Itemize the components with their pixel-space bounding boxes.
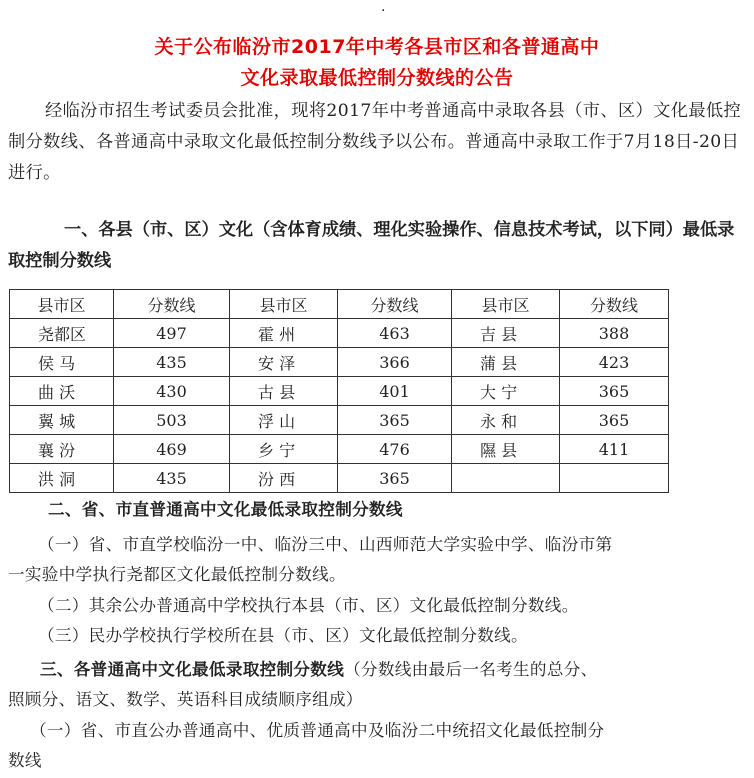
- score-cell: 365: [338, 464, 452, 493]
- county-cell: 浮 山: [230, 406, 338, 435]
- header-county: 县市区: [10, 290, 114, 319]
- section-3-item-1b: 数线: [8, 751, 42, 770]
- county-cell: [452, 464, 560, 493]
- table-row: [10, 406, 669, 435]
- score-cell: 401: [338, 377, 452, 406]
- table-row: [10, 435, 669, 464]
- county-cell: 蒲 县: [452, 348, 560, 377]
- section-1-heading: 一、各县（市、区）文化（含体育成绩、理化实验操作、信息技术考试，以下同）最低录取控制分数线: [8, 220, 735, 271]
- score-cell: 497: [114, 319, 230, 348]
- score-cell: 423: [560, 348, 669, 377]
- header-county: 县市区: [452, 290, 560, 319]
- table-row: [10, 377, 669, 406]
- header-score: 分数线: [114, 290, 230, 319]
- section-3-note-a: （分数线由最后一名考生的总分、: [344, 660, 598, 679]
- section-3-heading: 三、各普通高中文化最低录取控制分数线: [40, 660, 345, 679]
- score-cell: 366: [338, 348, 452, 377]
- score-table: [9, 289, 669, 493]
- intro-paragraph: 经临汾市招生考试委员会批准，现将2017年中考普通高中录取各县（市、区）文化最低控制分数线、各普通高中录取文化最低控制分数线予以公布。普通高中录取工作于7月18日-20日进行。: [8, 101, 742, 183]
- section-2-heading: 二、省、市直普通高中文化最低录取控制分数线: [48, 500, 403, 519]
- header-county: 县市区: [230, 290, 338, 319]
- table-row: [10, 319, 669, 348]
- score-cell: 476: [338, 435, 452, 464]
- header-score: 分数线: [560, 290, 669, 319]
- section-3-item-1a: （一）省、市直公办普通高中、优质普通高中及临汾二中统招文化最低控制分: [30, 721, 605, 740]
- county-cell: 隰 县: [452, 435, 560, 464]
- score-cell: 365: [338, 406, 452, 435]
- score-cell: 365: [560, 377, 669, 406]
- county-cell: 汾 西: [230, 464, 338, 493]
- section-2-item-1b: 一实验中学执行尧都区文化最低控制分数线。: [8, 565, 346, 584]
- county-cell: 翼 城: [10, 406, 114, 435]
- notice-title-line-1: 关于公布临汾市2017年中考各县市区和各普通高中: [154, 36, 600, 58]
- section-2-item-3: （三）民办学校执行学校所在县（市、区）文化最低控制分数线。: [38, 626, 528, 645]
- table-header-row: [10, 290, 669, 319]
- county-cell: 襄 汾: [10, 435, 114, 464]
- section-2-item-1a: （一）省、市直学校临汾一中、临汾三中、山西师范大学实验中学、临汾市第: [38, 535, 613, 554]
- section-2-item-2: （二）其余公办普通高中学校执行本县（市、区）文化最低控制分数线。: [38, 596, 579, 615]
- score-cell: 463: [338, 319, 452, 348]
- county-cell: 大 宁: [452, 377, 560, 406]
- county-cell: 洪 洞: [10, 464, 114, 493]
- score-cell: 435: [114, 348, 230, 377]
- table-row: [10, 464, 669, 493]
- county-cell: 古 县: [230, 377, 338, 406]
- county-cell: 乡 宁: [230, 435, 338, 464]
- county-cell: 吉 县: [452, 319, 560, 348]
- table-row: [10, 348, 669, 377]
- county-cell: 永 和: [452, 406, 560, 435]
- county-cell: 曲 沃: [10, 377, 114, 406]
- score-cell: 503: [114, 406, 230, 435]
- county-cell: 霍 州: [230, 319, 338, 348]
- score-cell: 365: [560, 406, 669, 435]
- notice-title-line-2: 文化录取最低控制分数线的公告: [240, 67, 514, 89]
- section-3-note-b: 照顾分、语文、数学、英语科目成绩顺序组成）: [8, 690, 363, 709]
- score-cell: [560, 464, 669, 493]
- score-cell: 469: [114, 435, 230, 464]
- county-cell: 尧都区: [10, 319, 114, 348]
- county-cell: 侯 马: [10, 348, 114, 377]
- score-cell: 430: [114, 377, 230, 406]
- score-cell: 435: [114, 464, 230, 493]
- score-cell: 388: [560, 319, 669, 348]
- score-cell: 411: [560, 435, 669, 464]
- county-cell: 安 泽: [230, 348, 338, 377]
- section-3-line-a: [8, 655, 750, 685]
- header-dot-mark: ·: [381, 3, 386, 19]
- header-score: 分数线: [338, 290, 452, 319]
